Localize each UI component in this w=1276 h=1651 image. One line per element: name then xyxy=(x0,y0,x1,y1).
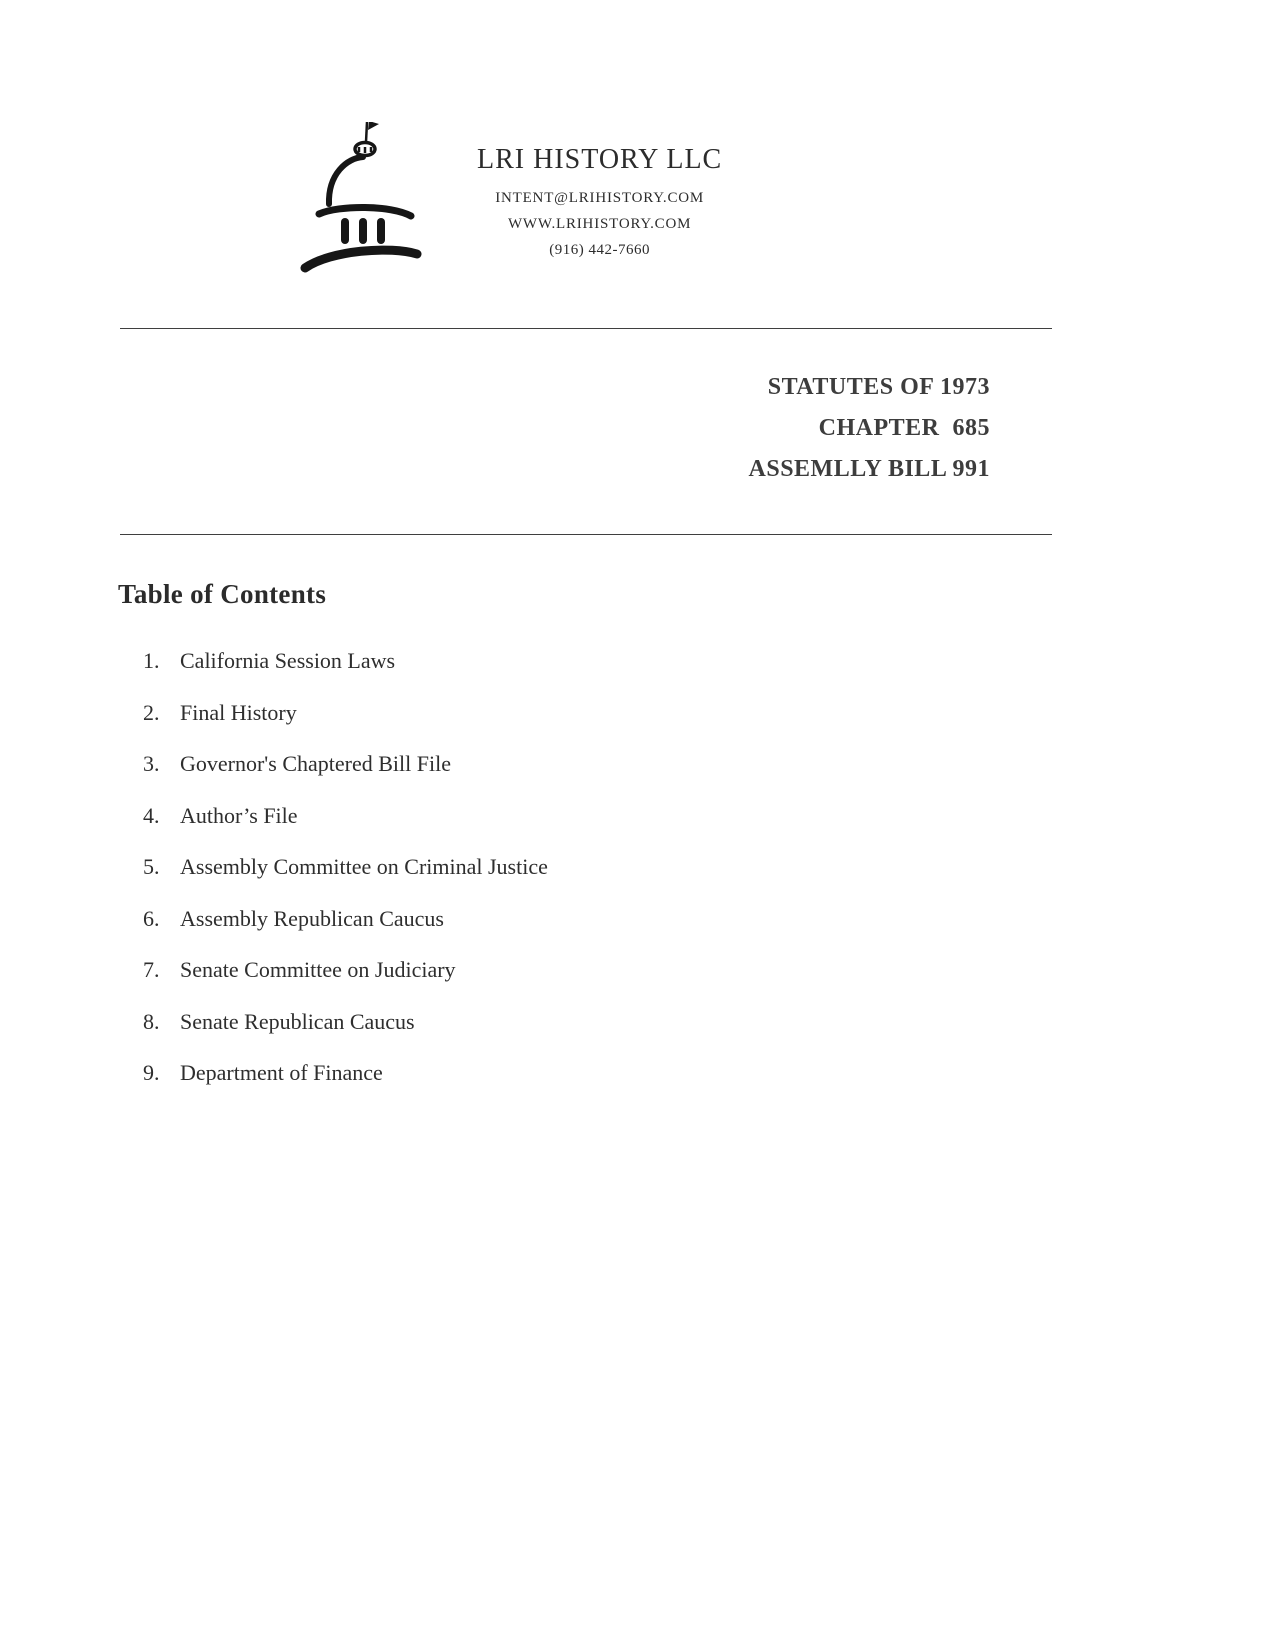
toc-item-number: 6. xyxy=(143,905,160,931)
horizontal-rule-bottom xyxy=(120,534,1052,535)
statutes-heading-block xyxy=(0,367,990,490)
toc-item-label: Author’s File xyxy=(180,802,298,828)
statutes-line-1: STATUTES OF 1973 xyxy=(767,374,990,400)
horizontal-rule-top xyxy=(120,328,1052,329)
toc-item-label: Governor's Chaptered Bill File xyxy=(180,751,451,776)
toc-item xyxy=(143,1060,1276,1086)
toc-item xyxy=(143,700,1276,726)
toc-item-label: Senate Republican Caucus xyxy=(180,1008,415,1034)
company-website: WWW.LRIHISTORY.COM xyxy=(507,216,692,232)
capitol-building-sketch-icon xyxy=(295,122,435,282)
toc-item xyxy=(143,751,1276,777)
toc-list xyxy=(143,648,1276,1086)
toc-item xyxy=(143,1009,1276,1035)
toc-item-number: 2. xyxy=(143,699,160,725)
letterhead xyxy=(0,0,1276,282)
statutes-line-2: CHAPTER 685 xyxy=(818,415,990,441)
toc-item-number: 4. xyxy=(143,802,160,828)
toc-item xyxy=(143,854,1276,880)
toc-item xyxy=(143,906,1276,932)
toc-item-number: 9. xyxy=(143,1060,160,1085)
toc-item-label: Final History xyxy=(180,699,297,725)
toc-item xyxy=(143,648,1276,674)
toc-item-label: Senate Committee on Judiciary xyxy=(180,957,456,982)
company-phone: (916) 442-7660 xyxy=(549,242,650,258)
toc-title: Table of Contents xyxy=(118,579,327,609)
contact-block xyxy=(477,144,722,259)
toc-item-label: Assembly Republican Caucus xyxy=(180,905,444,931)
company-email: INTENT@LRIHISTORY.COM xyxy=(495,190,705,206)
company-name: LRI HISTORY LLC xyxy=(477,144,723,175)
toc-item-number: 7. xyxy=(143,957,160,982)
statutes-line-3: ASSEMLLY BILL 991 xyxy=(748,456,990,482)
toc-item-number: 5. xyxy=(143,854,160,879)
toc-item-number: 3. xyxy=(143,751,160,776)
toc-item-number: 8. xyxy=(143,1008,160,1034)
toc-item xyxy=(143,803,1276,829)
toc-item-label: Department of Finance xyxy=(180,1060,383,1085)
toc-item xyxy=(143,957,1276,983)
toc-item-number: 1. xyxy=(143,648,160,673)
toc-item-label: California Session Laws xyxy=(180,648,396,673)
toc-item-label: Assembly Committee on Criminal Justice xyxy=(180,854,548,879)
